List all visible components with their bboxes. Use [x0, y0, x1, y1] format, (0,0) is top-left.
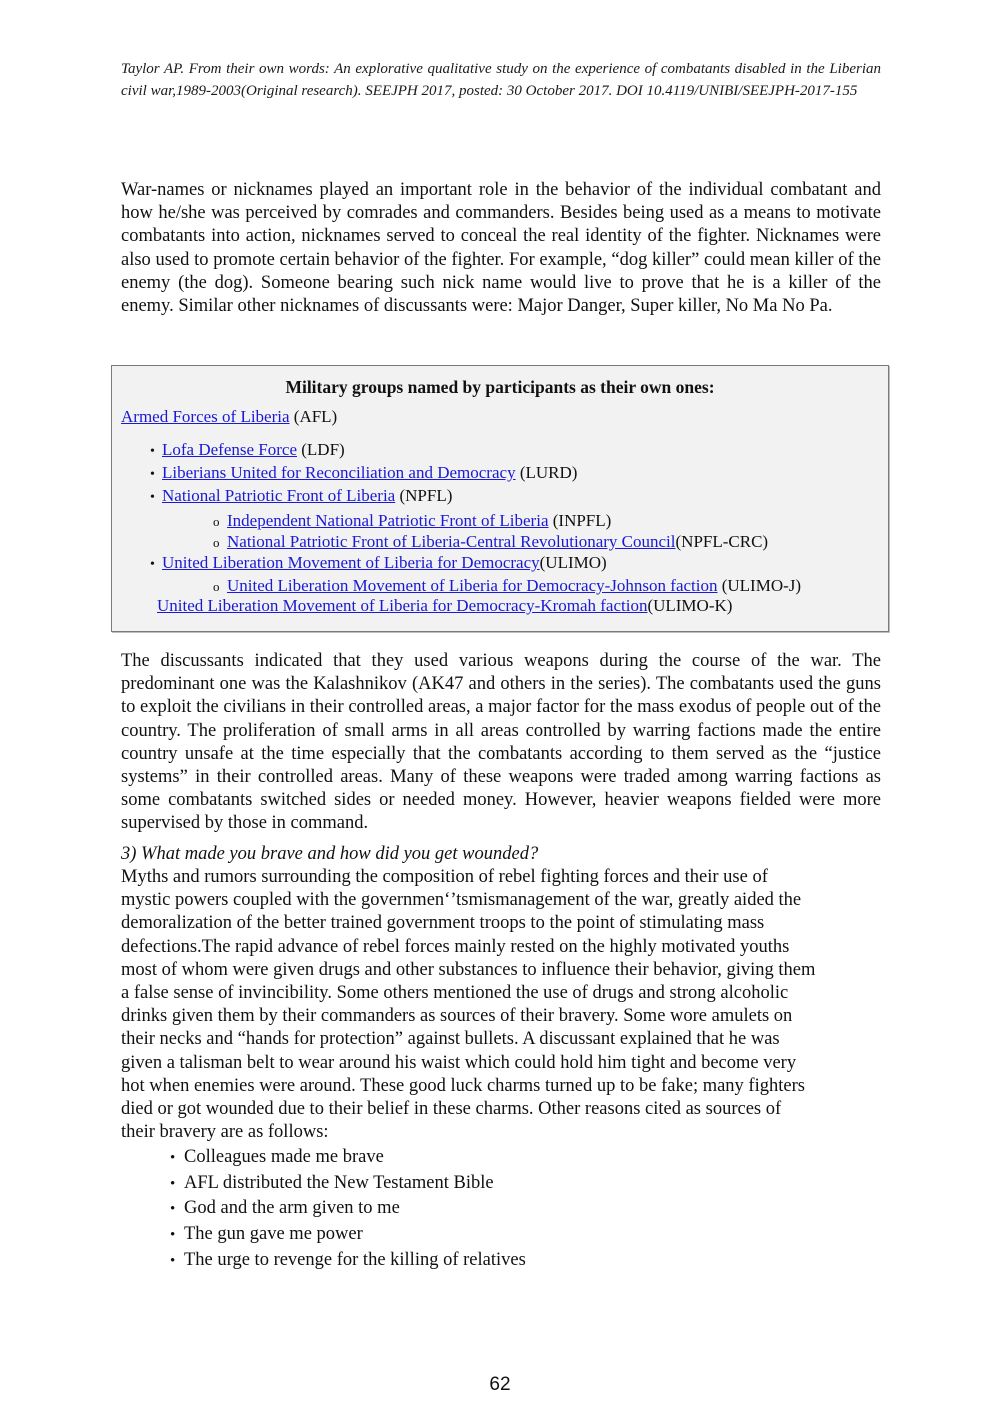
bullet-icon: • — [170, 1201, 176, 1218]
group-item-npfl-crc — [213, 532, 768, 552]
list-item-text: God and the arm given to me — [184, 1198, 400, 1219]
list-item-text: The gun gave me power — [184, 1224, 363, 1245]
group-abbr: (ULIMO-K) — [647, 596, 733, 615]
group-item-ulimo — [150, 553, 607, 573]
paragraph-line: mystic powers coupled with the governmen‘’tsmismanagement of the war, greatly aided the — [121, 890, 802, 911]
group-abbr: (NPFL-CRC) — [675, 532, 769, 551]
group-link-npfl[interactable]: National Patriotic Front of Liberia — [162, 486, 396, 505]
group-item-npfl — [150, 486, 452, 506]
bullet-icon: • — [170, 1175, 176, 1192]
group-abbr: (NPFL) — [395, 486, 453, 505]
section-question-heading: 3) What made you brave and how did you get wounded? — [121, 844, 539, 864]
list-item — [170, 1222, 526, 1248]
group-link-lurd[interactable]: Liberians United for Reconciliation and Democracy — [162, 463, 516, 482]
group-link-ulimo[interactable]: United Liberation Movement of Liberia for Democracy — [162, 553, 540, 572]
list-item — [170, 1171, 526, 1197]
weapons-paragraph: The discussants indicated that they used various weapons during the course of the war. The predominant one was the Kalashnikov (AK47 and others in the series). The combatants used the guns to exploit the civilians in their controlled areas, a major factor for the mass exodus of people out of the country. The proliferation of small arms in all areas controlled by warring factions made the entire country unsafe at the time especially that the combatants according to them served as the “justice systems” in their controlled areas. Many of these weapons were traded among warring factions as some combatants switched sides or needed money. However, heavier weapons fielded were more supervised by those in command. — [121, 651, 881, 834]
group-link-npfl-crc[interactable]: National Patriotic Front of Liberia-Central Revolutionary Council — [227, 532, 676, 551]
box-title: Military groups named by participants as their own ones: — [285, 377, 715, 397]
group-link-ulimo-j[interactable]: United Liberation Movement of Liberia for Democracy-Johnson faction — [227, 576, 718, 595]
paragraph-line: Myths and rumors surrounding the composition of rebel fighting forces and their use of — [121, 867, 768, 887]
group-abbr: (ULIMO-J) — [717, 576, 802, 595]
group-link-ulimo-k[interactable]: United Liberation Movement of Liberia for Democracy-Kromah faction — [157, 596, 648, 615]
paragraph-line: demoralization of the better trained government troops to the point of stimulating mass — [121, 913, 765, 934]
list-item-text: AFL distributed the New Testament Bible — [184, 1172, 494, 1193]
group-link-ldf[interactable]: Lofa Defense Force — [162, 440, 297, 459]
paragraph-line: drinks given them by their commanders as sources of their bravery. Some wore amulets on — [121, 1006, 793, 1027]
list-item — [170, 1196, 526, 1222]
group-item-afl — [121, 407, 337, 427]
group-link-afl[interactable]: Armed Forces of Liberia — [121, 407, 290, 426]
group-abbr: (ULIMO) — [539, 553, 607, 572]
bullet-icon: • — [170, 1227, 176, 1244]
paragraph-line: a false sense of invincibility. Some others mentioned the use of drugs and strong alcoholic — [121, 983, 789, 1004]
group-link-inpfl[interactable]: Independent National Patriotic Front of Liberia — [227, 511, 549, 530]
bullet-icon: • — [150, 557, 155, 572]
bullet-icon: • — [170, 1252, 176, 1269]
list-item-text: Colleagues made me brave — [184, 1147, 384, 1167]
paragraph-line: hot when enemies were around. These good luck charms turned up to be fake; many fighters — [121, 1075, 805, 1096]
list-item — [170, 1248, 526, 1274]
group-abbr: (LDF) — [297, 440, 345, 459]
citation-header: Taylor AP. From their own words: An explorative qualitative study on the experience of combatants disabled in the Liberian civil war,1989-2003(Original research). SEEJPH 2017, posted: 30 October 2017. DOI 10.4119/UNIBI/SEEJPH-2017-155 — [121, 61, 881, 99]
group-item-ldf — [150, 440, 345, 460]
circle-bullet-icon: o — [213, 514, 220, 529]
group-abbr: (LURD) — [515, 463, 578, 482]
group-item-ulimo-k — [157, 596, 732, 616]
group-abbr: (AFL) — [289, 407, 338, 426]
military-groups-box — [111, 365, 889, 632]
paragraph-line: most of whom were given drugs and other substances to influence their behavior, giving them — [121, 959, 816, 980]
paragraph-line: died or got wounded due to their belief in these charms. Other reasons cited as sources of — [121, 1099, 782, 1120]
circle-bullet-icon: o — [213, 535, 220, 550]
circle-bullet-icon: o — [213, 579, 220, 594]
bullet-icon: • — [150, 490, 155, 505]
list-item — [170, 1145, 526, 1171]
bullet-icon: • — [150, 467, 155, 482]
group-abbr: (INPFL) — [548, 511, 612, 530]
list-item-text: The urge to revenge for the killing of relatives — [184, 1249, 526, 1270]
group-item-ulimo-j — [213, 576, 801, 596]
bravery-paragraph — [121, 866, 891, 1144]
bullet-icon: • — [150, 444, 155, 459]
bravery-reasons-list — [170, 1145, 526, 1274]
paragraph-line: defections.The rapid advance of rebel forces mainly rested on the highly motivated youths — [121, 936, 790, 957]
paragraph-line: given a talisman belt to wear around his waist which could hold him tight and become very — [121, 1052, 797, 1073]
paragraph-line: their necks and “hands for protection” against bullets. A discussant explained that he was — [121, 1029, 780, 1050]
paragraph-line: their bravery are as follows: — [121, 1122, 329, 1143]
group-item-inpfl — [213, 511, 611, 531]
nicknames-paragraph: War-names or nicknames played an important role in the behavior of the individual combatant and how he/she was perceived by comrades and commanders. Besides being used as a means to motivate combatants into action, nicknames served to conceal the real identity of the fighter. Nicknames were also used to promote certain behavior of the fighter. For example, “dog killer” could mean killer of the enemy (the dog). Someone bearing such nick name would live to prove that he is a killer of the enemy. Similar other nicknames of discussants were: Major Danger, Super killer, No Ma No Pa. — [121, 180, 881, 317]
bullet-icon: • — [170, 1150, 176, 1166]
page-number: 62 — [489, 1374, 511, 1395]
group-item-lurd — [150, 463, 577, 483]
